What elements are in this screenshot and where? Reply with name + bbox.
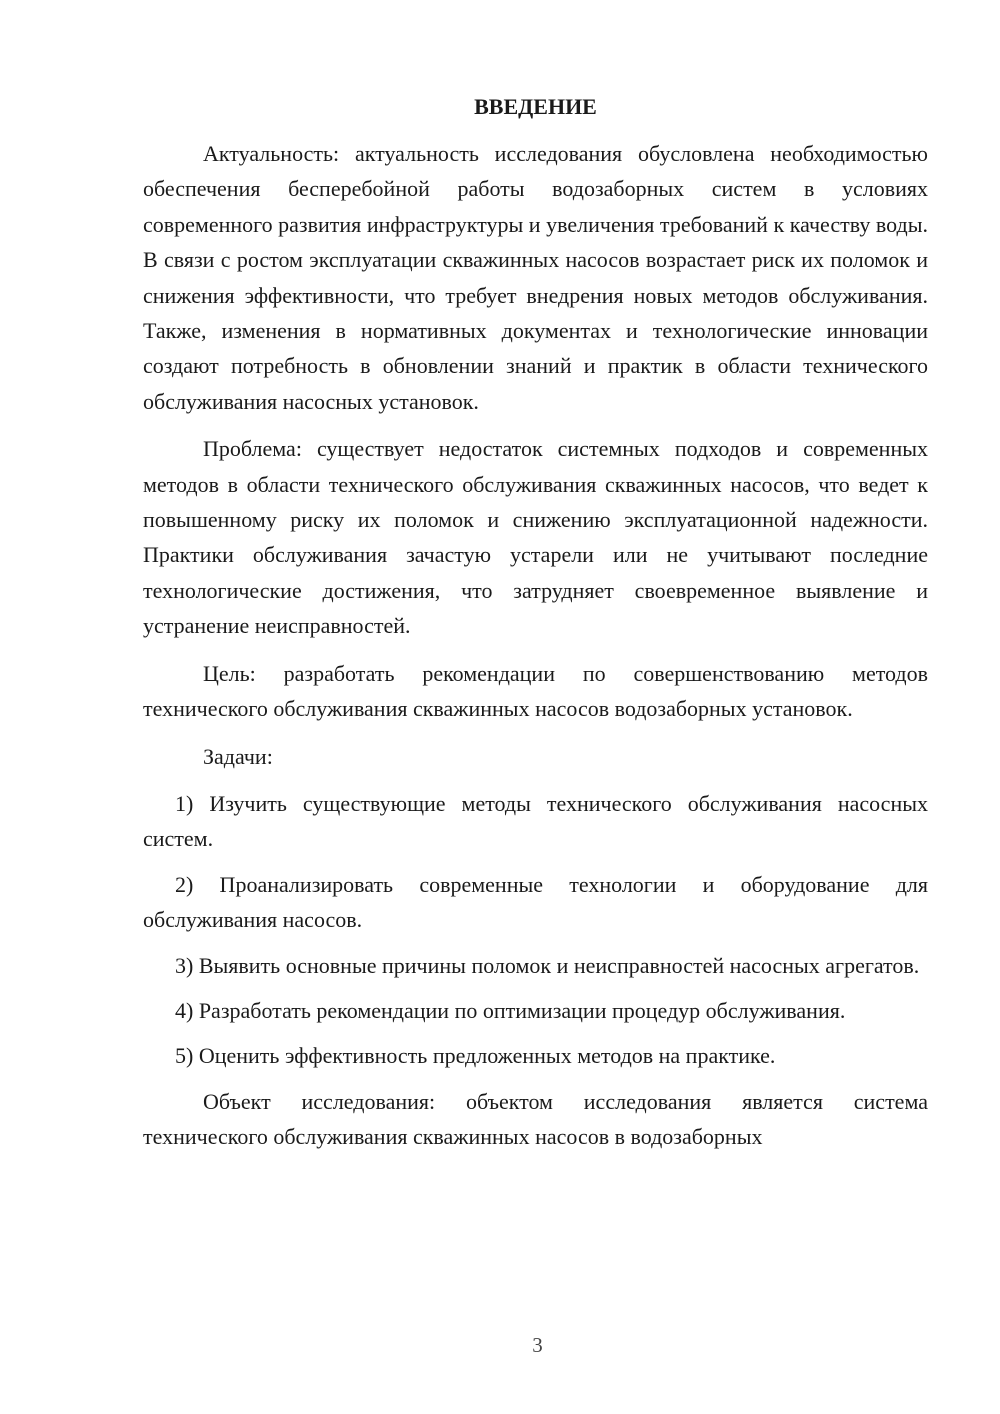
document-page <box>143 92 928 1167</box>
paragraph-problem: Проблема: существует недостаток системных подходов и современных методов в области технического обслуживания скважинных насосов, что ведет к повышенному риску их поломок и снижению эксплуатационной надежности. Практики обслуживания зачастую устарели или не учитывают последние технологические достижения, что затрудняет своевременное выявление и устранение неисправностей. <box>143 436 928 639</box>
paragraph-goal: Цель: разработать рекомендации по совершенствованию методов технического обслуживания скважинных насосов водозаборных установок. <box>143 660 928 722</box>
tasks-heading: Задачи: <box>203 743 273 769</box>
task-item-5: 5) Оценить эффективность предложенных методов на практике. <box>175 1043 776 1069</box>
page-number: 3 <box>532 1333 543 1357</box>
paragraph-object: Объект исследования: объектом исследования является система технического обслуживания скважинных насосов в водозаборных <box>143 1088 928 1150</box>
task-item-4: 4) Разработать рекомендации по оптимизации процедур обслуживания. <box>175 997 846 1023</box>
task-item-3: 3) Выявить основные причины поломок и неисправностей насосных агрегатов. <box>175 952 920 978</box>
task-item-2: 2) Проанализировать современные технологии и оборудование для обслуживания насосов. <box>143 871 928 933</box>
task-item-1: 1) Изучить существующие методы технического обслуживания насосных систем. <box>143 790 928 852</box>
page-title: ВВЕДЕНИЕ <box>474 94 597 119</box>
paragraph-relevance: Актуальность: актуальность исследования обусловлена необходимостью обеспечения бесперебойной работы водозаборных систем в условиях современного развития инфраструктуры и увеличения требований к качеству воды. В связи с ростом эксплуатации скважинных насосов возрастает риск их поломок и снижения эффективности, что требует внедрения новых методов обслуживания. Также, изменения в нормативных документах и технологические инновации создают потребность в обновлении знаний и практик в области технического обслуживания насосных установок. <box>143 141 928 414</box>
